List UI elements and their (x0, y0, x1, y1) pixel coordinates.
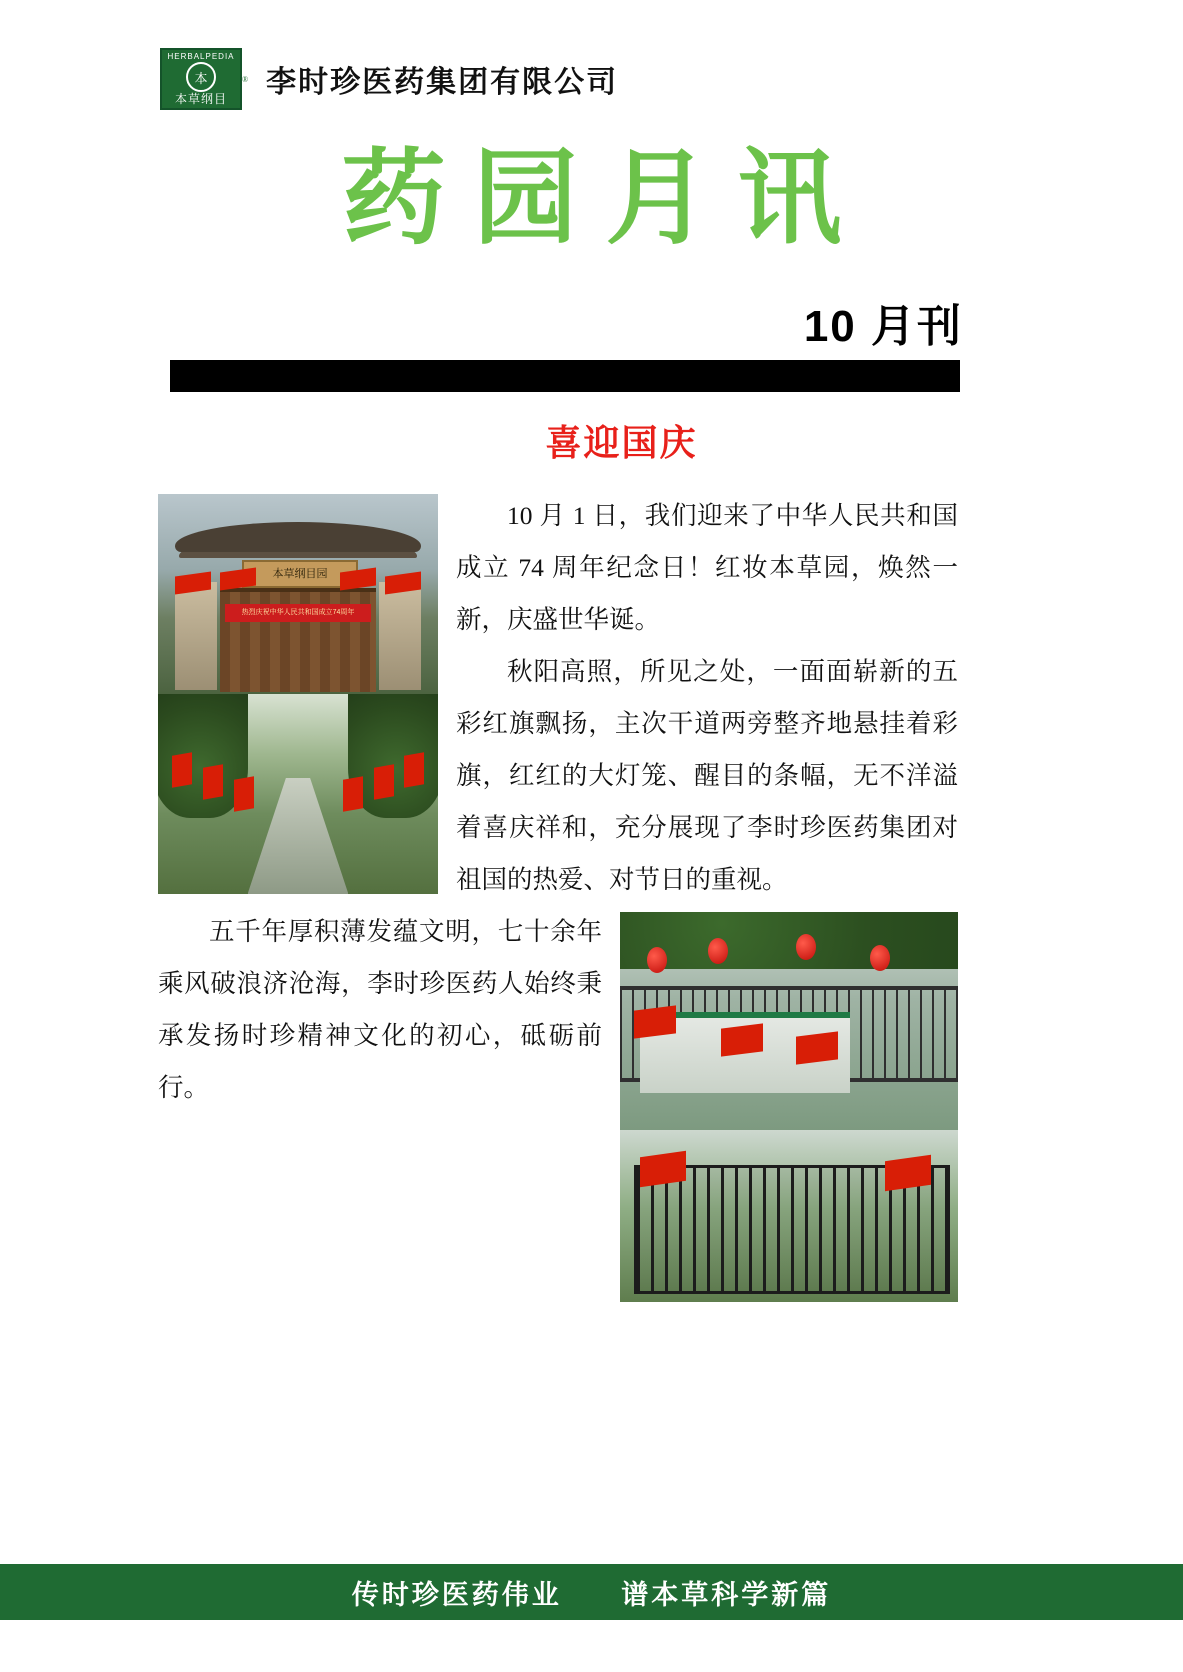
article-headline-text: 喜迎国庆 (545, 423, 698, 463)
article-headline (0, 415, 1183, 466)
page-title: 药园月讯 (341, 141, 870, 257)
brand-logo (160, 48, 618, 110)
photo-gates-bottom (620, 1130, 958, 1302)
company-name: 李时珍医药集团有限公司 (266, 66, 619, 99)
gate-plaque: 本草纲目园 (242, 560, 358, 588)
registered-mark: ® (242, 74, 249, 84)
footer-slogan-left: 传时珍医药伟业 (351, 1579, 562, 1610)
logo-seal-icon: 本 (186, 62, 216, 92)
flag-icon (885, 1155, 931, 1191)
tree-canopy-shape (620, 912, 958, 969)
flag-icon (634, 1005, 676, 1038)
footer-slogan (352, 1573, 832, 1612)
footer-slogan-right: 谱本草科学新篇 (621, 1579, 832, 1610)
road-shape (248, 778, 349, 894)
flag-icon (374, 764, 394, 799)
photo-fence-top (620, 912, 958, 1130)
issue-line (0, 290, 1183, 354)
flag-icon (796, 1032, 838, 1065)
gate-banner: 热烈庆祝中华人民共和国成立74周年 (225, 604, 371, 622)
lantern-icon (708, 938, 728, 964)
gate-pillar-right (379, 582, 421, 690)
gate-pillar-left (175, 582, 217, 690)
photo-gate-and-flag-road (158, 494, 438, 894)
footer-banner (0, 1564, 1183, 1620)
lantern-icon (796, 934, 816, 960)
logo-brand-line: HERBALPEDIA (167, 52, 235, 61)
logo-cn-text: 本草纲目 (174, 92, 227, 106)
flag-icon (404, 752, 424, 787)
photo-flag-road (158, 694, 438, 894)
photo-gate-top (158, 494, 438, 694)
lantern-icon (647, 947, 667, 973)
photo-campus-decorations (620, 912, 958, 1302)
lantern-icon (870, 945, 890, 971)
flag-icon (234, 776, 254, 811)
article-paragraph-1: 10 月 1 日，我们迎来了中华人民共和国成立 74 周年纪念日！红妆本草园，焕然一新，庆盛世华诞。 (456, 501, 958, 634)
issue-label: 10 月刊 (803, 302, 963, 351)
flag-icon (721, 1023, 763, 1056)
masthead (0, 0, 1183, 140)
article-body (158, 490, 958, 1370)
divider-bar (170, 360, 960, 392)
article-paragraph-2: 秋阳高照，所见之处，一面面崭新的五彩红旗飘扬，主次干道两旁整齐地悬挂着彩旗，红红的大灯笼、醒目的条幅，无不洋溢着喜庆祥和，充分展现了李时珍医药集团对祖国的热爱、对节日的重视。 (456, 657, 958, 894)
article-paragraph-3: 五千年厚积薄发蕴文明，七十余年乘风破浪济沧海，李时珍医药人始终秉承发扬时珍精神文化的初心，砥砺前行。 (158, 917, 602, 1102)
flag-icon (343, 776, 363, 811)
herbalpedia-logo-icon (160, 48, 242, 110)
newsletter-title-zone (0, 140, 1183, 260)
flag-icon (172, 752, 192, 787)
flag-icon (203, 764, 223, 799)
